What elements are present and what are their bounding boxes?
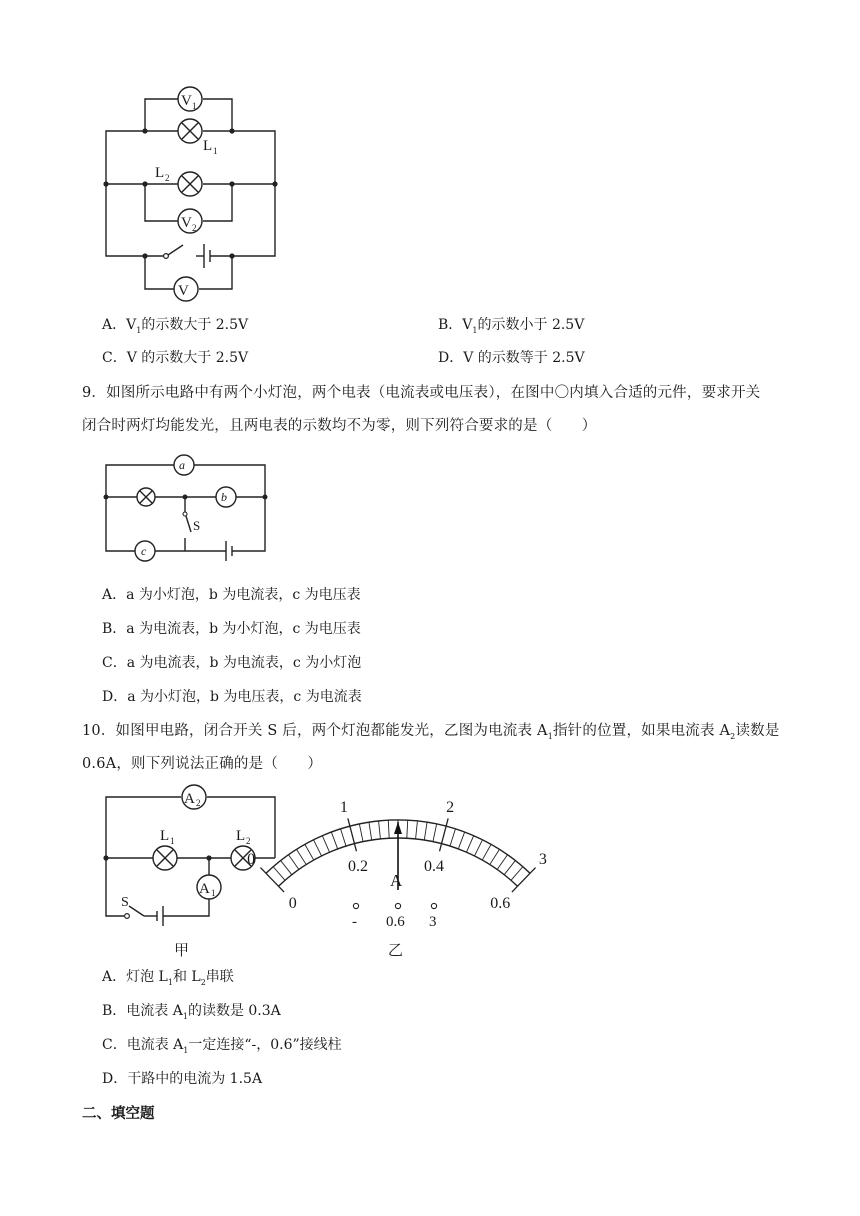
svg-text:V: V xyxy=(181,93,192,109)
dial-minor-tick xyxy=(273,867,285,881)
dial-bottom-scale-label: 0 xyxy=(288,895,297,913)
svg-text:2: 2 xyxy=(165,173,170,183)
svg-text:S: S xyxy=(121,895,129,910)
dial-minor-tick xyxy=(458,832,464,849)
dial-minor-tick xyxy=(474,840,482,856)
dial-minor-tick xyxy=(341,829,346,846)
terminal-minus: - xyxy=(352,914,357,930)
dial-minor-tick xyxy=(288,855,298,870)
option-text: 一定连接“-，0.6”接线柱 xyxy=(188,1037,342,1053)
option-subscript: 1 xyxy=(167,977,173,987)
dial-bottom-scale-label: 0.4 xyxy=(423,857,444,875)
dial-bottom-scale-label: 0.6 xyxy=(490,895,511,913)
dial-minor-tick xyxy=(466,836,473,853)
option-subscript: 1 xyxy=(183,1045,189,1055)
question-text: 指针的位置，如果电流表 A xyxy=(552,723,731,739)
svg-text:1: 1 xyxy=(213,146,218,156)
dial-unit: A xyxy=(390,871,403,890)
option-subscript: 2 xyxy=(200,977,206,987)
svg-text:a: a xyxy=(179,458,185,472)
dial-minor-tick xyxy=(416,821,418,839)
dial-terminals xyxy=(352,903,437,930)
option-text: A．V xyxy=(102,317,137,333)
dial-top-scale-label: 3 xyxy=(538,850,547,868)
dial-minor-tick xyxy=(388,820,389,838)
q9-option-c[interactable]: C．a 为电流表，b 为电流表，c 为小灯泡 xyxy=(102,655,362,671)
terminal-0.6: 0.6 xyxy=(386,914,405,930)
svg-text:V: V xyxy=(178,283,189,299)
dial-minor-tick xyxy=(482,844,491,860)
q9-option-d[interactable]: D．a 为小灯泡，b 为电压表，c 为电流表 xyxy=(102,689,362,705)
dial-minor-tick xyxy=(331,832,337,849)
question-subscript: 2 xyxy=(730,731,736,741)
option-text: C．V 的示数大于 2.5V xyxy=(102,350,249,366)
dial-minor-tick xyxy=(433,824,437,842)
option-subscript: 1 xyxy=(136,325,142,335)
question-text: 读数是 xyxy=(735,723,780,739)
q10-option-d[interactable] xyxy=(102,1069,262,1089)
svg-text:L: L xyxy=(160,828,170,844)
svg-text:c: c xyxy=(141,544,147,558)
svg-text:L: L xyxy=(155,165,165,181)
section-heading-fill-blank: 二、填空题 xyxy=(82,1105,155,1122)
dial-minor-tick xyxy=(407,820,408,838)
dial-top-scale-label: 2 xyxy=(446,798,455,816)
svg-text:1: 1 xyxy=(211,888,216,898)
option-text: A．灯泡 L xyxy=(102,969,168,985)
terminal-3: 3 xyxy=(429,914,437,930)
dial-top-scale-label: 0 xyxy=(247,850,256,868)
option-text: 的示数小于 2.5V xyxy=(477,317,585,333)
caption-yi: 乙 xyxy=(388,943,404,959)
dial-minor-tick xyxy=(504,861,515,875)
svg-text:A: A xyxy=(184,791,195,807)
svg-text:2: 2 xyxy=(246,836,251,846)
q10-question-line2: 0.6A，则下列说法正确的是（ ） xyxy=(82,756,323,772)
dial-minor-tick xyxy=(511,867,523,881)
dial-minor-tick xyxy=(490,849,500,864)
caption-jia: 甲 xyxy=(174,943,190,959)
svg-text:A: A xyxy=(199,881,210,897)
option-text: 串联 xyxy=(205,969,234,985)
svg-text:V: V xyxy=(181,215,192,231)
q10-option-b[interactable] xyxy=(102,1001,281,1027)
dial-minor-tick xyxy=(359,824,363,842)
svg-text:L: L xyxy=(203,138,213,154)
option-text: B．V xyxy=(438,317,473,333)
q10-option-a[interactable] xyxy=(102,967,234,993)
q10-option-c[interactable] xyxy=(102,1035,342,1061)
option-text: D．V 的示数等于 2.5V xyxy=(438,350,585,366)
svg-text:S: S xyxy=(193,518,201,533)
dial-minor-tick xyxy=(379,821,381,839)
svg-text:b: b xyxy=(221,490,227,504)
option-text: 的读数是 0.3A xyxy=(187,1003,281,1019)
svg-text:L: L xyxy=(236,828,246,844)
option-text: 和 L xyxy=(172,969,201,985)
option-subscript: 1 xyxy=(472,325,478,335)
dial-minor-tick xyxy=(369,822,372,840)
option-subscript: 1 xyxy=(182,1011,188,1021)
option-text: 的示数大于 2.5V xyxy=(141,317,249,333)
dial-major-tick xyxy=(348,818,357,851)
dial-minor-tick xyxy=(497,855,507,870)
question-text: 10．如图甲电路，闭合开关 S 后，两个灯泡都能发光，乙图为电流表 A xyxy=(82,723,548,739)
option-text: B．电流表 A xyxy=(102,1003,183,1019)
dial-top-scale-label: 1 xyxy=(339,798,348,816)
q9-question-line1: 9．如图所示电路中有两个小灯泡，两个电表（电流表或电压表），在图中〇内填入合适的元件，要求开关 xyxy=(82,385,761,401)
dial-major-tick xyxy=(260,868,284,892)
svg-text:2: 2 xyxy=(196,798,201,808)
dial-major-tick xyxy=(440,818,449,851)
dial-major-tick xyxy=(512,868,536,892)
dial-minor-tick xyxy=(305,844,314,860)
svg-text:1: 1 xyxy=(192,101,197,111)
q9-option-a[interactable]: A．a 为小灯泡，b 为电流表，c 为电压表 xyxy=(102,587,361,603)
dial-bottom-scale-label: 0.2 xyxy=(348,857,369,875)
q9-question-line2: 闭合时两灯均能发光，且两电表的示数均不为零，则下列符合要求的是（ ） xyxy=(82,418,597,434)
option-text: D．干路中的电流为 1.5A xyxy=(102,1071,263,1087)
dial-minor-tick xyxy=(297,849,307,864)
dial-minor-tick xyxy=(450,829,455,846)
dial-minor-tick xyxy=(281,861,292,875)
dial-minor-tick xyxy=(314,840,322,856)
option-text: C．电流表 A xyxy=(102,1037,184,1053)
question-subscript: 1 xyxy=(547,731,553,741)
q9-option-b[interactable]: B．a 为电流表，b 为小灯泡，c 为电压表 xyxy=(102,621,361,637)
dial-minor-tick xyxy=(424,822,427,840)
dial-minor-tick xyxy=(322,836,329,853)
svg-text:1: 1 xyxy=(170,836,175,846)
svg-text:2: 2 xyxy=(192,223,197,233)
